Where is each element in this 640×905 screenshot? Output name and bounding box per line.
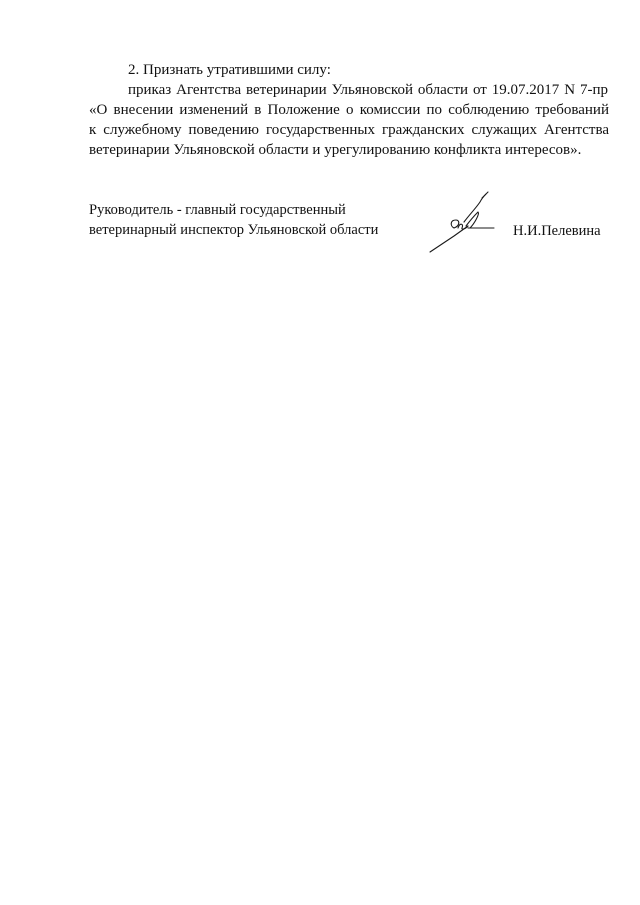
signer-position-line-2: ветеринарный инспектор Ульяновской области: [89, 222, 379, 238]
item-2-heading: 2. Признать утратившими силу:: [128, 62, 331, 78]
order-text-line-1: приказ Агентства ветеринарии Ульяновской области от 19.07.2017 N 7-пр: [128, 82, 608, 98]
signer-position: [89, 200, 378, 240]
order-text-line-4: ветеринарии Ульяновской области и урегулированию конфликта интересов».: [89, 142, 582, 158]
order-text-line-2: «О внесении изменений в Положение о комиссии по соблюдению требований: [89, 102, 609, 118]
order-text-line-3: к служебному поведению государственных гражданских служащих Агентства: [89, 122, 609, 138]
signer-position-line-1: Руководитель - главный государственный: [89, 202, 346, 218]
signer-name: Н.И.Пелевина: [513, 223, 601, 239]
handwritten-signature-icon: [424, 188, 514, 258]
